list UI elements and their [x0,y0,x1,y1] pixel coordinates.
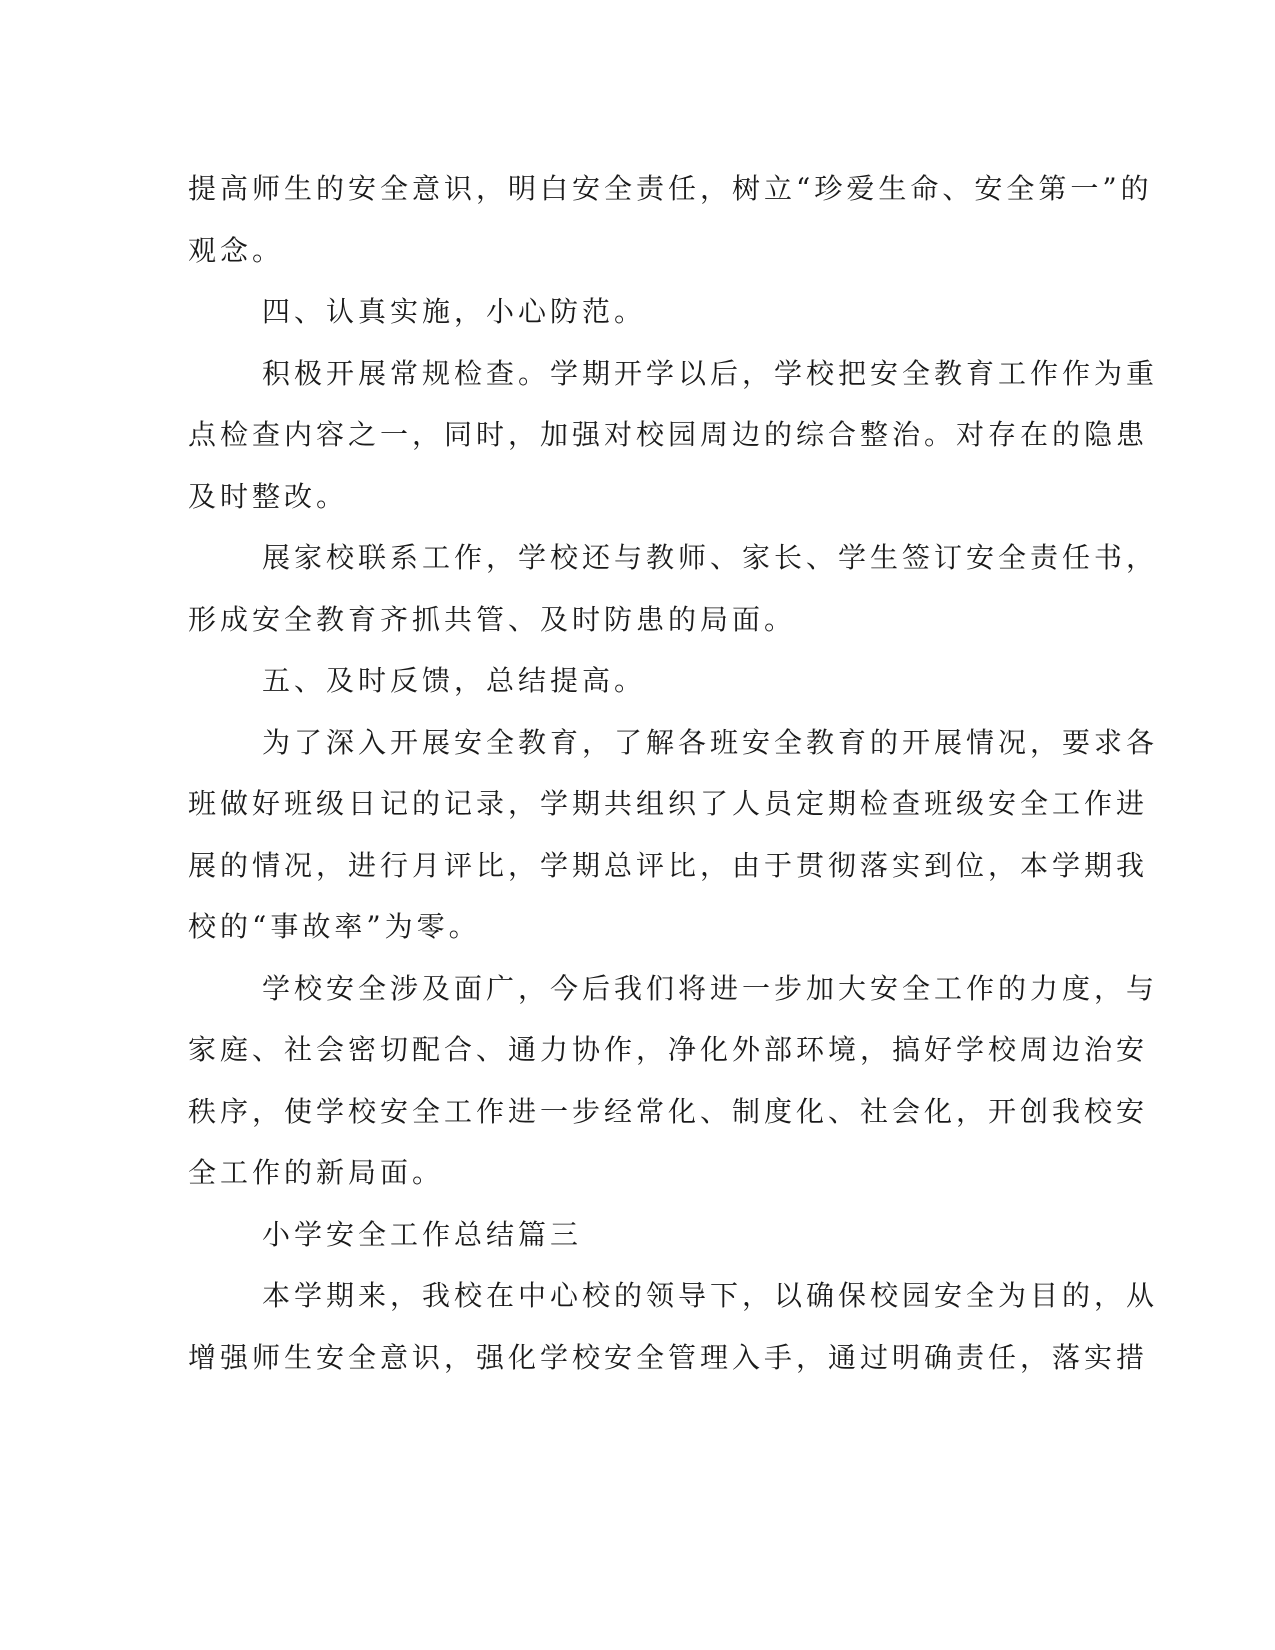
text-line-19: 本学期来，我校在中心校的领导下，以确保校园安全为目的，从 [262,1279,1159,1312]
text-line-13: 校的“事故率”为零。 [188,910,481,943]
article-title-part-3: 小学安全工作总结篇三 [262,1217,583,1251]
text-line-2: 观念。 [188,233,285,267]
text-line-20: 增强师生安全意识，强化学校安全管理入手，通过明确责任，落实措 [188,1340,1149,1374]
text-line-15: 家庭、社会密切配合、通力协作，净化外部环境，搞好学校周边治安 [188,1033,1149,1066]
text-line-8: 形成安全教育齐抓共管、及时防患的局面。 [188,602,797,636]
text-line-5: 点检查内容之一，同时，加强对校园周边的综合整治。对存在的隐患 [188,418,1149,451]
text-line-11: 班做好班级日记的记录，学期共组织了人员定期检查班级安全工作进 [188,787,1149,820]
section-heading-4: 四、认真实施，小心防范。 [262,295,647,328]
text-line-4: 积极开展常规检查。学期开学以后，学校把安全教育工作作为重 [262,356,1159,390]
text-line-12: 展的情况，进行月评比，学期总评比，由于贯彻落实到位，本学期我 [188,848,1149,882]
text-line-17: 全工作的新局面。 [188,1156,445,1189]
text-line-16: 秩序，使学校安全工作进一步经常化、制度化、社会化，开创我校安 [188,1094,1149,1128]
text-line-7: 展家校联系工作，学校还与教师、家长、学生签订安全责任书， [262,541,1159,574]
document-body [188,158,1159,1388]
text-line-1: 提高师生的安全意识，明白安全责任，树立“珍爱生命、安全第一”的 [188,172,1153,205]
text-line-6: 及时整改。 [188,479,349,513]
text-line-14: 学校安全涉及面广，今后我们将进一步加大安全工作的力度，与 [262,971,1159,1005]
text-line-10: 为了深入开展安全教育，了解各班安全教育的开展情况，要求各 [262,725,1159,759]
section-heading-5: 五、及时反馈，总结提高。 [262,664,647,697]
